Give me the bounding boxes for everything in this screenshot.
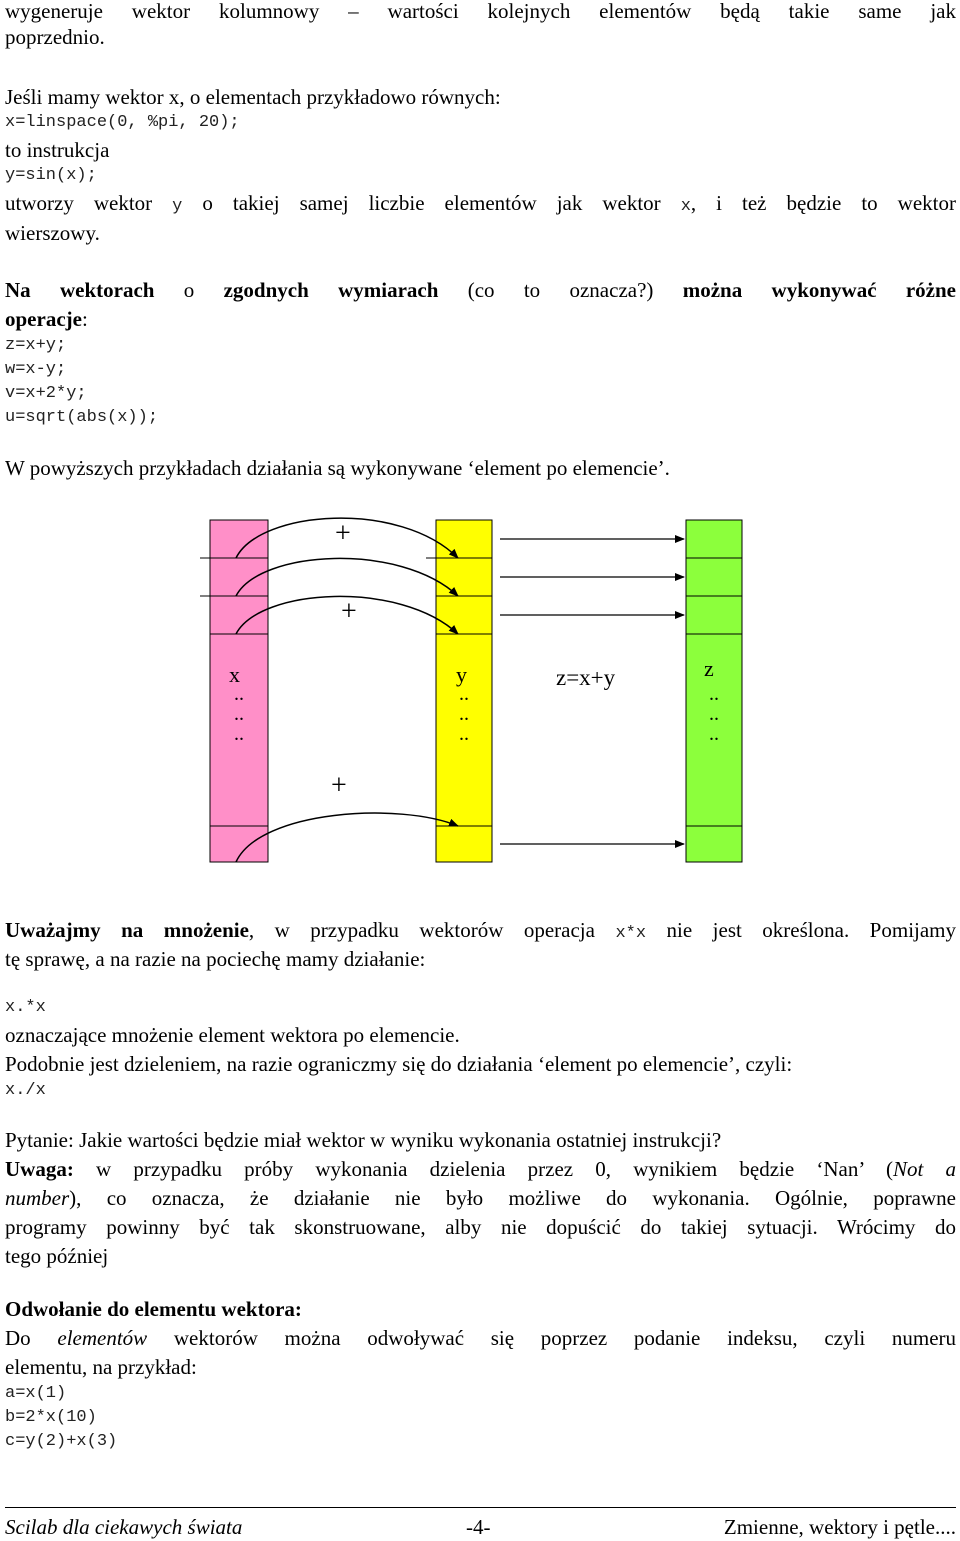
- text-line: utworzy wektor y o takiej samej liczbie elementów jak wektor x, i też będzie to wektor: [5, 191, 956, 216]
- text-line: operacje:: [5, 307, 88, 331]
- vector-y-label: y: [456, 662, 467, 687]
- text-line: wygeneruje wektor kolumnowy – wartości kolejnych elementów będą takie same jak: [5, 0, 956, 23]
- text-line: elementu, na przykład:: [5, 1355, 197, 1379]
- dots: ..: [709, 723, 719, 745]
- text-line: oznaczające mnożenie element wektora po elemencie.: [5, 1023, 460, 1047]
- text-line: Uwaga: w przypadku próby wykonania dzielenia przez 0, wynikiem będzie ‘Nan’ (Not a: [5, 1157, 956, 1181]
- code-line: y=sin(x);: [5, 166, 97, 185]
- text-line: number), co oznacza, że działanie nie było możliwe do wykonania. Ogólnie, poprawne: [5, 1186, 956, 1210]
- text-line: Pytanie: Jakie wartości będzie miał wektor w wyniku wykonania ostatniej instrukcji?: [5, 1128, 722, 1152]
- section-heading: Odwołanie do elementu wektora:: [5, 1297, 302, 1321]
- footer-chapter: Zmienne, wektory i pętle....: [723, 1515, 956, 1539]
- dots: ..: [234, 683, 244, 705]
- text-line: to instrukcja: [5, 138, 110, 162]
- text-line: Podobnie jest dzieleniem, na razie ograniczmy się do działania ‘element po elemencie’, czyli:: [5, 1052, 793, 1076]
- code-line: b=2*x(10): [5, 1408, 97, 1427]
- dots: ..: [234, 723, 244, 745]
- text-line: Jeśli mamy wektor x, o elementach przykładowo równych:: [5, 85, 501, 109]
- vector-x-label: x: [229, 662, 240, 687]
- dots: ..: [709, 683, 719, 705]
- plus-sign: +: [335, 518, 351, 549]
- dots: ..: [459, 683, 469, 705]
- text-line: Uważajmy na mnożenie, w przypadku wektorów operacja x*x nie jest określona. Pomijamy: [5, 918, 957, 943]
- footer-title: Scilab dla ciekawych świata: [5, 1515, 243, 1539]
- code-line: u=sqrt(abs(x));: [5, 408, 159, 427]
- text-line: W powyższych przykładach działania są wykonywane ‘element po elemencie’.: [5, 456, 670, 480]
- footer-divider: [5, 1507, 956, 1508]
- page-number: -4-: [466, 1515, 491, 1539]
- code-line: z=x+y;: [5, 336, 67, 355]
- text-line: programy powinny być tak skonstruowane, alby nie dopuścić do takiej sytuacji. Wrócimy do: [5, 1215, 956, 1239]
- equation-label: z=x+y: [556, 665, 616, 690]
- plus-sign: +: [341, 596, 357, 627]
- text-line: poprzednio.: [5, 25, 105, 49]
- dots: ..: [709, 703, 719, 725]
- dots: ..: [459, 703, 469, 725]
- dots: ..: [459, 723, 469, 745]
- text-line: wierszowy.: [5, 221, 100, 245]
- arrow-curve: [236, 813, 458, 862]
- code-line: a=x(1): [5, 1384, 67, 1403]
- vector-z-label: z: [704, 656, 714, 681]
- code-line: v=x+2*y;: [5, 384, 87, 403]
- vector-addition-diagram: [200, 510, 760, 870]
- code-line: x=linspace(0, %pi, 20);: [5, 113, 240, 132]
- plus-sign: +: [331, 770, 347, 801]
- code-line: w=x-y;: [5, 360, 67, 379]
- text-line: tego później: [5, 1244, 109, 1268]
- text-line: tę sprawę, a na razie na pociechę mamy działanie:: [5, 947, 426, 971]
- arrow-curve: [236, 558, 458, 596]
- text-line: Na wektorach o zgodnych wymiarach (co to oznacza?) można wykonywać różne: [5, 278, 956, 302]
- text-line: Do elementów wektorów można odwoływać się poprzez podanie indeksu, czyli numeru: [5, 1326, 957, 1350]
- dots: ..: [234, 703, 244, 725]
- code-line: x./x: [5, 1081, 46, 1100]
- code-line: x.*x: [5, 998, 46, 1017]
- code-line: c=y(2)+x(3): [5, 1432, 118, 1451]
